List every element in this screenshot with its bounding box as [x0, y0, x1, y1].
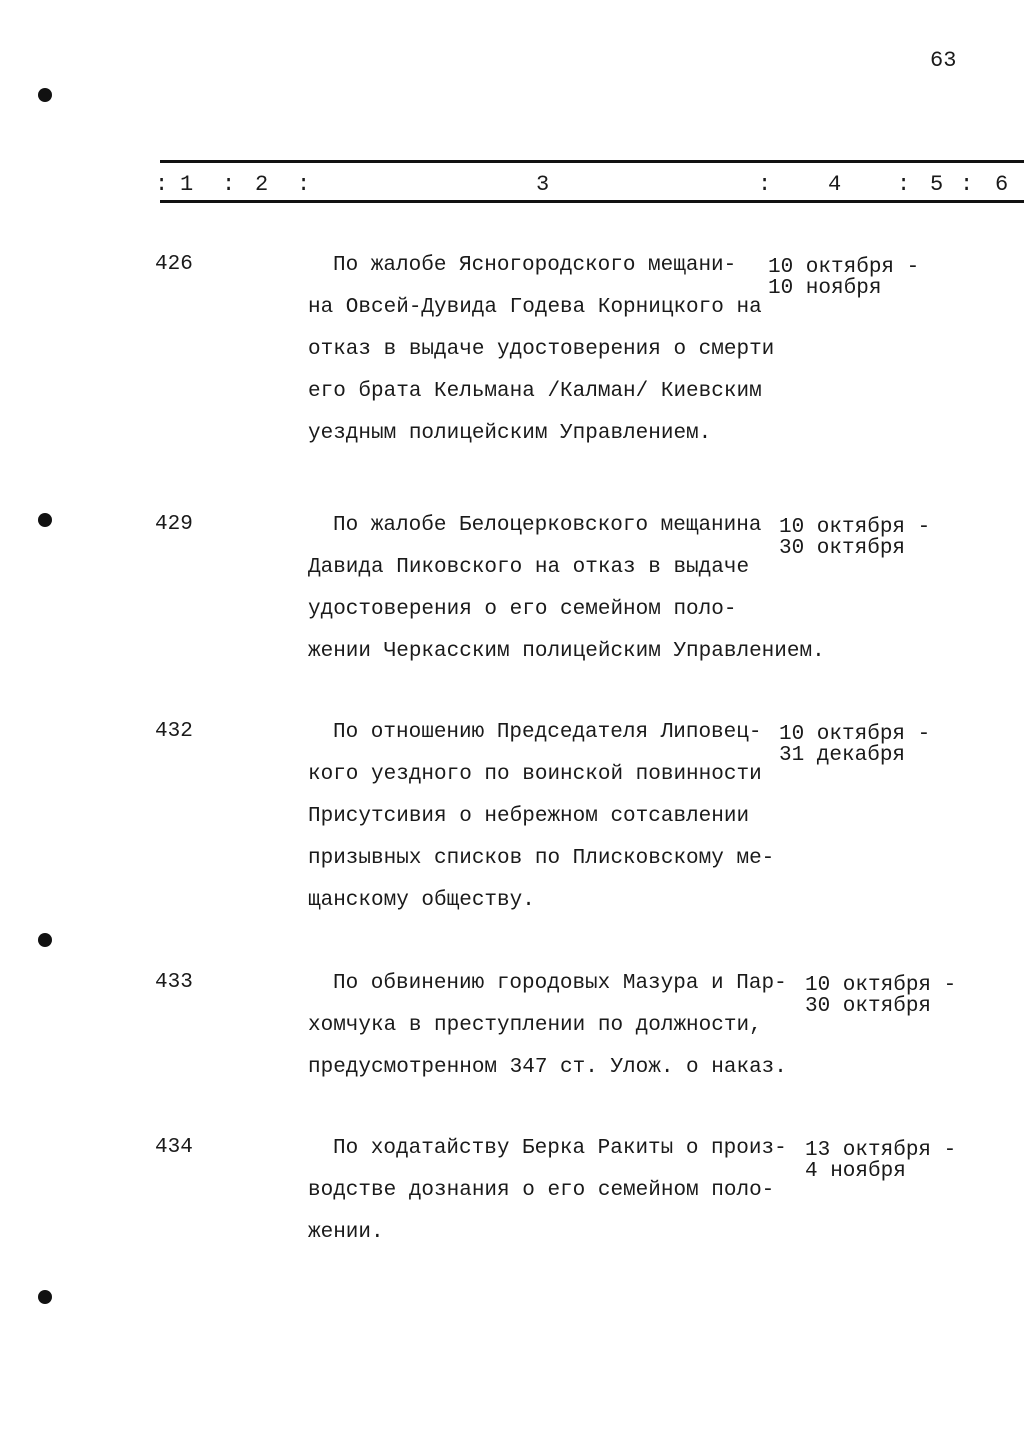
entry-line: жении Черкасским полицейским Управлением.	[308, 640, 825, 663]
entry-number: 426	[155, 253, 193, 276]
entry-line: предусмотренном 347 ст. Улож. о наказ.	[308, 1056, 787, 1079]
table-top-rule	[160, 160, 1024, 163]
col-header: 6	[995, 172, 1009, 197]
table-header-rule	[160, 200, 1024, 203]
entry-dates	[805, 1140, 956, 1182]
punch-hole	[38, 88, 52, 102]
entry-line: щанскому обществу.	[308, 889, 535, 912]
date-line: 31 декабря	[779, 744, 906, 767]
entry-line: призывных списков по Плисковскому ме-	[308, 847, 775, 870]
entry-number: 429	[155, 513, 193, 536]
col-header: 2	[255, 172, 269, 197]
entry-line: уездным полицейским Управлением.	[308, 422, 712, 445]
entry-line: удостоверения о его семейном поло-	[308, 598, 737, 621]
entry-line: хомчука в преступлении по должности,	[308, 1014, 762, 1037]
page-number: 63	[930, 48, 957, 73]
punch-hole	[38, 513, 52, 527]
entry-line: По обвинению городовых Мазура и Пар-	[333, 972, 787, 995]
entry-text	[308, 712, 774, 922]
entry-line: отказ в выдаче удостоверения о смерти	[308, 338, 775, 361]
date-line: 4 ноября	[805, 1160, 906, 1183]
col-header: 1	[180, 172, 194, 197]
date-line: 10 октября -	[779, 723, 931, 746]
entry-line: По жалобе Белоцерковского мещанина	[333, 514, 762, 537]
entry-line: жении.	[308, 1221, 384, 1244]
entry-number: 433	[155, 971, 193, 994]
entry-number: 432	[155, 720, 193, 743]
entry-line: Присутсивия о небрежном сотсавлении	[308, 805, 750, 828]
date-line: 10 октября -	[779, 516, 931, 539]
entry-number: 434	[155, 1136, 193, 1159]
entry-dates	[768, 257, 919, 299]
entry-line: Давида Пиковского на отказ в выдаче	[308, 556, 750, 579]
punch-hole	[38, 1290, 52, 1304]
punch-hole	[38, 933, 52, 947]
col-header: 4	[828, 172, 842, 197]
entry-dates	[805, 975, 956, 1017]
entry-dates	[779, 724, 930, 766]
col-header: 3	[536, 172, 550, 197]
entry-line: По жалобе Ясногородского мещани-	[333, 254, 737, 277]
entry-dates	[779, 517, 930, 559]
entry-line: на Овсей-Дувида Годева Корницкого на	[308, 296, 762, 319]
entry-line: кого уездного по воинской повинности	[308, 763, 762, 786]
col-header: 5	[930, 172, 944, 197]
entry-text	[308, 963, 787, 1089]
entry-line: водстве дознания о его семейном поло-	[308, 1179, 775, 1202]
entry-line: По ходатайству Берка Ракиты о произ-	[333, 1137, 787, 1160]
date-line: 10 ноября	[768, 277, 882, 300]
date-line: 30 октября	[805, 995, 932, 1018]
date-line: 30 октября	[779, 537, 906, 560]
entry-line: По отношению Председателя Липовец-	[333, 721, 762, 744]
date-line: 13 октября -	[805, 1139, 957, 1162]
date-line: 10 октября -	[768, 256, 920, 279]
entry-line: его брата Кельмана /Калман/ Киевским	[308, 380, 762, 403]
entry-text	[308, 1128, 787, 1254]
entry-text	[308, 505, 825, 673]
date-line: 10 октября -	[805, 974, 957, 997]
entry-text	[308, 245, 774, 455]
